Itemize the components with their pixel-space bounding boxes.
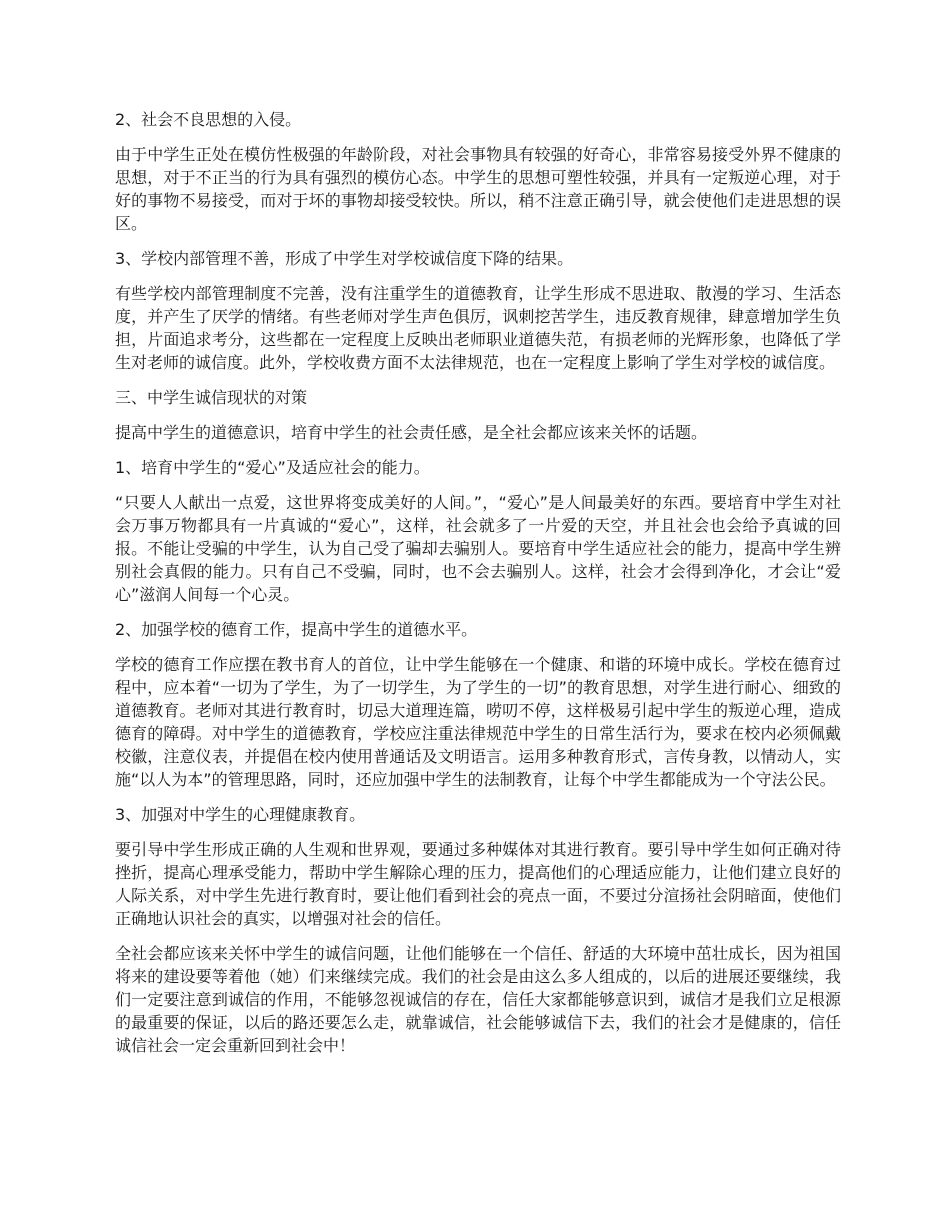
paragraph: 全社会都应该来关怀中学生的诚信问题，让他们能够在一个信任、舒适的大环境中茁壮成长，因为祖国将来的建设要等着他（她）们来继续完成。我们的社会是由这么多人组成的，以后的进展还要继续，我们一定要注意到诚信的作用，不能够忽视诚信的存在，信任大家都能够意识到，诚信才是我们立足根源的最重要的保证，以后的路还要怎么走，就靠诚信，社会能够诚信下去，我们的社会才是健康的，信任诚信社会一定会重新回到社会中！ [115, 944, 841, 1055]
section-heading: 2、社会不良思想的入侵。 [115, 110, 302, 129]
paragraph: 提高中学生的道德意识，培育中学生的社会责任感，是全社会都应该来关怀的话题。 [115, 423, 708, 442]
section-heading: 3、加强对中学生的心理健康教育。 [115, 805, 366, 824]
paragraph: 学校的德育工作应摆在教书育人的首位，让中学生能够在一个健康、和谐的环境中成长。学校在德育过程中，应本着“一切为了学生，为了一切学生，为了学生的一切”的教育思想，对学生进行耐心、细致的道德教育。老师对其进行教育时，切忌大道理连篇，唠叨不停，这样极易引起中学生的叛逆心理，造成德育的障碍。对中学生的道德教育，学校应注重法律规范中学生的日常生活行为，要求在校内必须佩戴校徽，注意仪表，并提倡在校内使用普通话及文明语言。运用多种教育形式，言传身教，以情动人，实施“以人为本”的管理思路，同时，还应加强中学生的法制教育，让每个中学生都能成为一个守法公民。 [115, 655, 841, 789]
section-heading: 三、中学生诚信现状的对策 [115, 388, 308, 407]
section-heading: 3、学校内部管理不善，形成了中学生对学校诚信度下降的结果。 [115, 249, 574, 268]
document-page [115, 108, 841, 1069]
section-heading: 1、培育中学生的“爱心”及适应社会的能力。 [115, 458, 430, 477]
section-heading: 2、加强学校的德育工作，提高中学生的道德水平。 [115, 620, 478, 639]
paragraph: 要引导中学生形成正确的人生观和世界观，要通过多种媒体对其进行教育。要引导中学生如何正确对待挫折，提高心理承受能力，帮助中学生解除心理的压力，提高他们的心理适应能力，让他们建立良好的人际关系，对中学生先进行教育时，要让他们看到社会的亮点一面，不要过分渲扬社会阴暗面，使他们正确地认识社会的真实，以增强对社会的信任。 [115, 840, 841, 928]
paragraph: “只要人人献出一点爱，这世界将变成美好的人间。”，“爱心”是人间最美好的东西。要培育中学生对社会万事万物都具有一片真诚的“爱心”，这样，社会就多了一片爱的天空，并且社会也会给予真诚的回报。不能让受骗的中学生，认为自己受了骗却去骗别人。要培育中学生适应社会的能力，提高中学生辨别社会真假的能力。只有自己不受骗，同时，也不会去骗别人。这样，社会才会得到净化，才会让“爱心”滋润人间每一个心灵。 [115, 493, 841, 604]
paragraph: 由于中学生正处在模仿性极强的年龄阶段，对社会事物具有较强的好奇心，非常容易接受外界不健康的思想，对于不正当的行为具有强烈的模仿心态。中学生的思想可塑性较强，并具有一定叛逆心理，对于好的事物不易接受，而对于坏的事物却接受较快。所以，稍不注意正确引导，就会使他们走进思想的误区。 [115, 145, 841, 233]
paragraph: 有些学校内部管理制度不完善，没有注重学生的道德教育，让学生形成不思进取、散漫的学习、生活态度，并产生了厌学的情绪。有些老师对学生声色俱厉，讽刺挖苦学生，违反教育规律，肆意增加学生负担，片面追求考分，这些都在一定程度上反映出老师职业道德失范，有损老师的光辉形象，也降低了学生对老师的诚信度。此外，学校收费方面不太法律规范，也在一定程度上影响了学生对学校的诚信度。 [115, 284, 841, 372]
